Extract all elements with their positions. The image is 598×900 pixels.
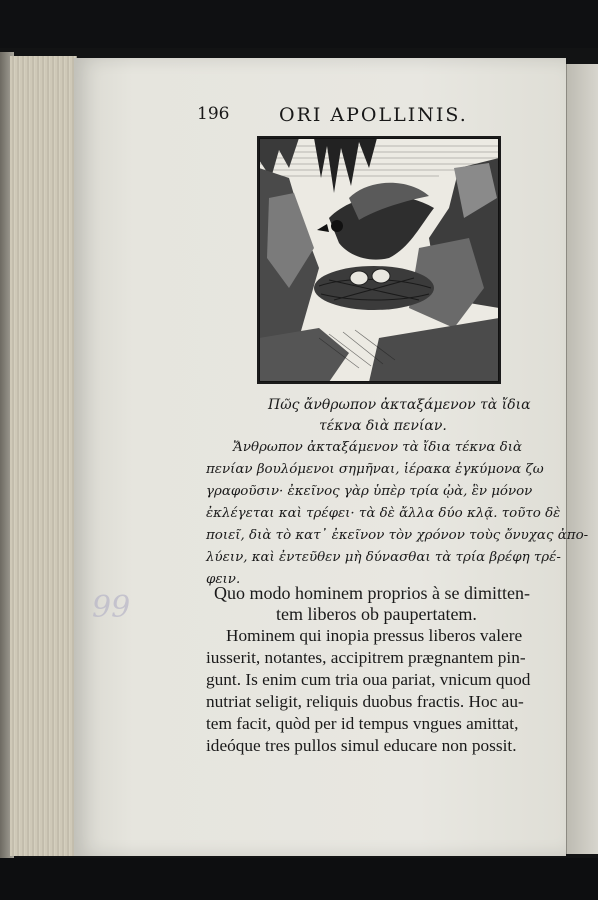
scan-background-top bbox=[0, 0, 598, 48]
greek-body-line-5: ποιεῖ, διὰ τὸ κατ᾽ ἐκεῖνον τὸν χρόνον τοὺς ὄνυχας ἀπο- bbox=[206, 528, 589, 543]
greek-body-line-4: ἐκλέγεται καὶ τρέφει· τὰ δὲ ἄλλα δύο κλᾷ. τοῦτο δὲ bbox=[206, 506, 561, 521]
scan-background-bottom bbox=[0, 858, 598, 900]
latin-body-line-4: nutriat seligit, reliquis duobus fractis. Hoc au- bbox=[206, 692, 524, 711]
page-number: 196 bbox=[197, 104, 230, 124]
facing-page-edge bbox=[566, 64, 598, 854]
page-stack-edges bbox=[10, 56, 77, 856]
latin-body-line-5: tem facit, quòd per id tempus vngues amittat, bbox=[206, 714, 519, 733]
greek-title-line-1: Πῶς ἄνθρωπον ἀκταξάμενον τὰ ἴδια bbox=[268, 397, 531, 413]
greek-body-line-6: λύειν, καὶ ἐντεῦθεν μὴ δύνασθαι τὰ τρία βρέφη τρέ- bbox=[206, 550, 561, 565]
latin-title-line-1: Quo modo hominem proprios à se dimitten- bbox=[214, 583, 530, 603]
latin-title-line-2: tem liberos ob paupertatem. bbox=[276, 604, 477, 624]
eagle-nest-woodcut-icon bbox=[257, 136, 501, 384]
latin-body-line-2: iusserit, notantes, accipitrem prægnantem pin- bbox=[206, 648, 526, 667]
latin-body-line-1: Hominem qui inopia pressus liberos valere bbox=[226, 626, 523, 645]
margin-pencil-note: 99 bbox=[92, 590, 131, 625]
greek-title-line-2: τέκνα διὰ πενίαν. bbox=[319, 418, 447, 434]
greek-body-line-7: φειν. bbox=[206, 572, 241, 587]
greek-body-line-2: πενίαν βουλόμενοι σημῆναι, ἱέρακα ἐγκύμονα ζω bbox=[206, 462, 544, 477]
running-header bbox=[197, 104, 487, 130]
running-head-title: ORI APOLLINIS. bbox=[279, 104, 468, 126]
latin-body-line-3: gunt. Is enim cum tria oua pariat, vnicum quod bbox=[206, 670, 531, 689]
latin-body-line-6: ideóque tres pullos simul educare non possit. bbox=[206, 736, 517, 755]
greek-body-line-1: Ἄνθρωπον ἀκταξάμενον τὰ ἴδια τέκνα διὰ bbox=[233, 440, 522, 455]
greek-body-line-3: γραφοῦσιν· ἐκεῖνος γὰρ ὑπὲρ τρία ᾠὰ, ἓν μόνον bbox=[206, 484, 533, 499]
